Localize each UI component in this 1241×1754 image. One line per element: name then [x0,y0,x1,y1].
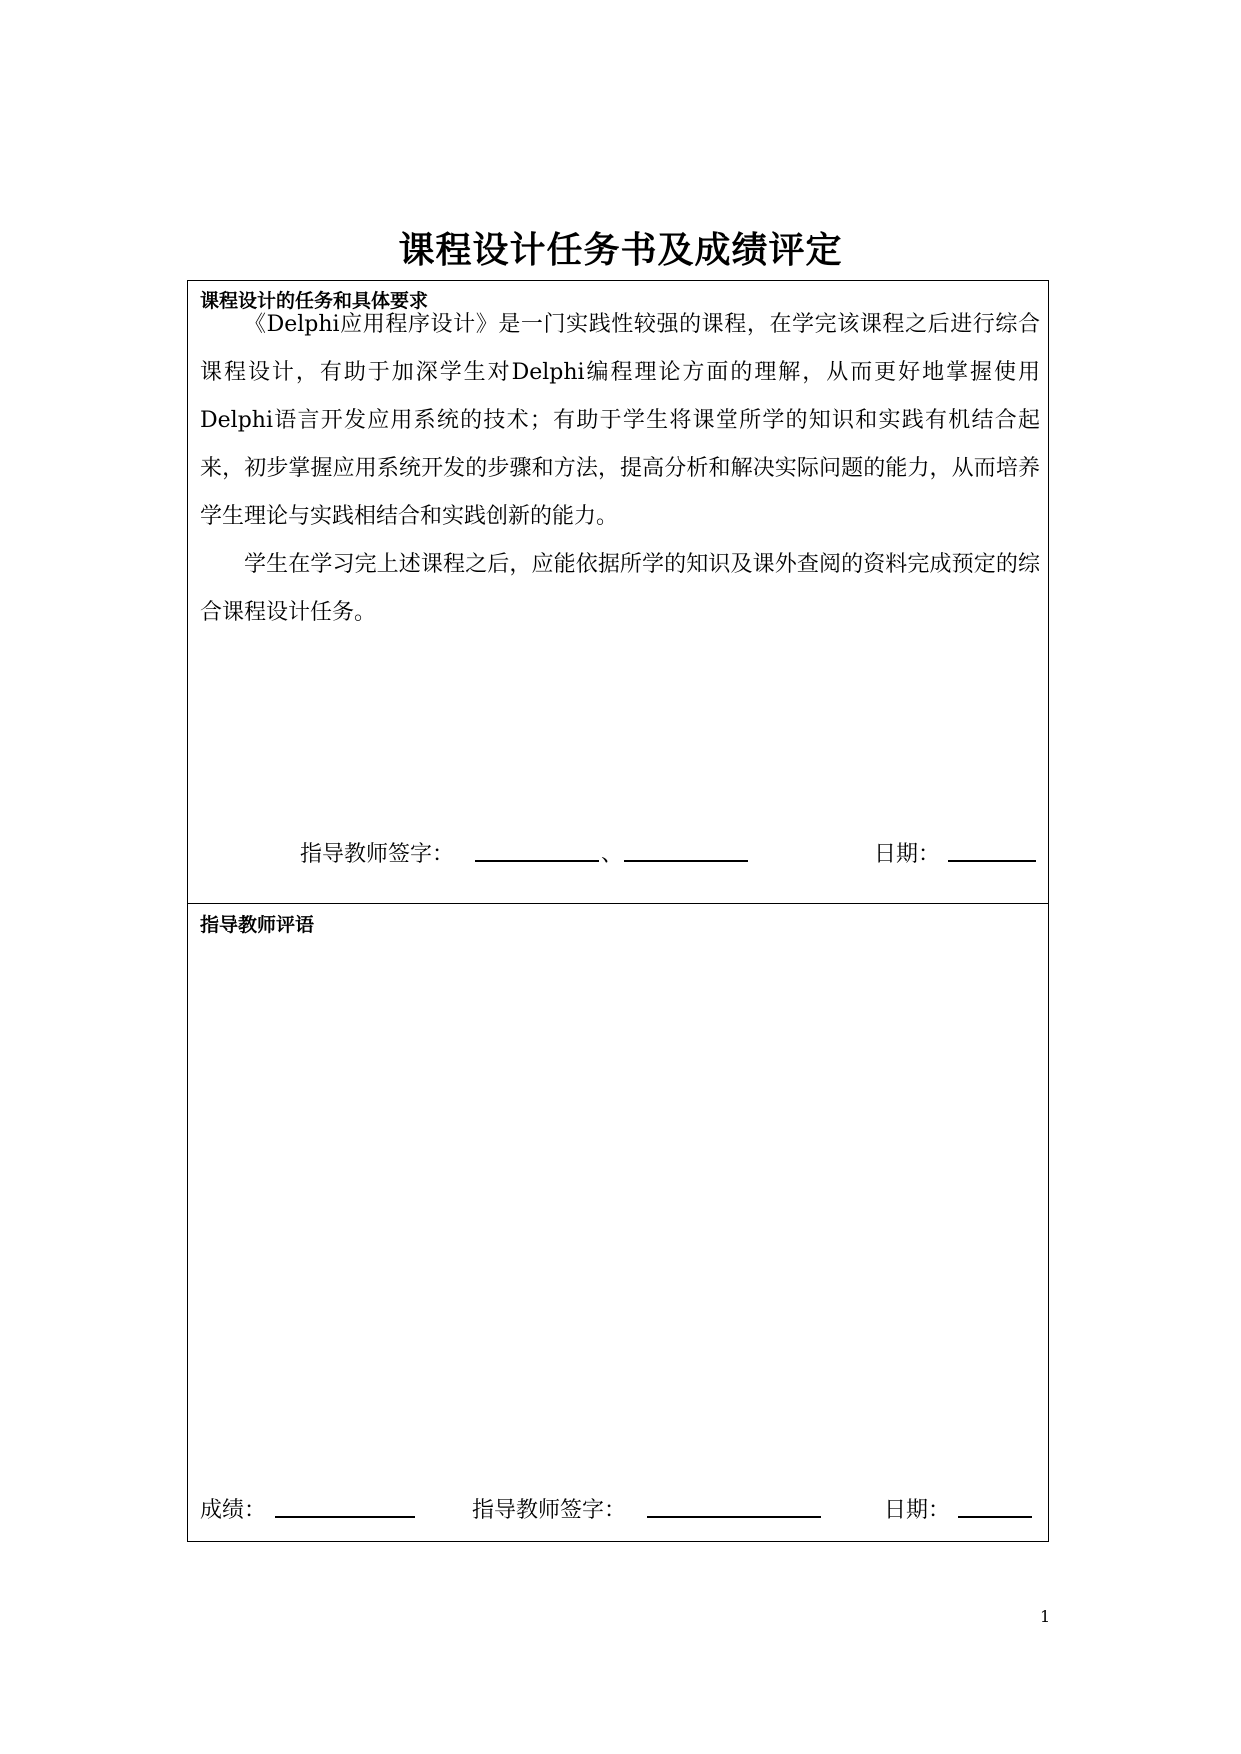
task-paragraph-2: 学生在学习完上述课程之后，应能依据所学的知识及课外查阅的资料完成预定的综合课程设计任务。 [200,552,1040,625]
grade-label: 成绩： [200,1498,267,1523]
teacher-signature-label: 指导教师签字： [300,842,455,867]
task-section-heading: 课程设计的任务和具体要求 [200,290,429,312]
page-number: 1 [1040,1607,1051,1626]
comment-section-heading: 指导教师评语 [200,914,315,936]
signature-separator: 、 [601,842,624,867]
comment-signature-blank[interactable] [647,1516,821,1518]
task-date-blank[interactable] [948,860,1036,862]
task-date-label: 日期： [874,842,941,867]
grade-blank[interactable] [275,1516,415,1518]
comment-date-blank[interactable] [958,1516,1032,1518]
teacher-signature-blank-1[interactable] [475,860,599,862]
comment-signature-label: 指导教师签字： [472,1498,627,1523]
teacher-signature-blank-2[interactable] [624,860,748,862]
form-table [187,280,1049,1542]
task-paragraph-1: 《Delphi应用程序设计》是一门实践性较强的课程，在学完该课程之后进行综合课程设计，有助于加深学生对Delphi编程理论方面的理解，从而更好地掌握使用Delphi语言开发应用系统的技术；有助于学生将课堂所学的知识和实践有机结合起来，初步掌握应用系统开发的步骤和方法，提高分析和解决实际问题的能力，从而培养学生理论与实践相结合和实践创新的能力。 [200,312,1040,529]
document-title: 课程设计任务书及成绩评定 [398,230,843,271]
comment-date-label: 日期： [884,1498,951,1523]
section-divider [188,903,1048,904]
